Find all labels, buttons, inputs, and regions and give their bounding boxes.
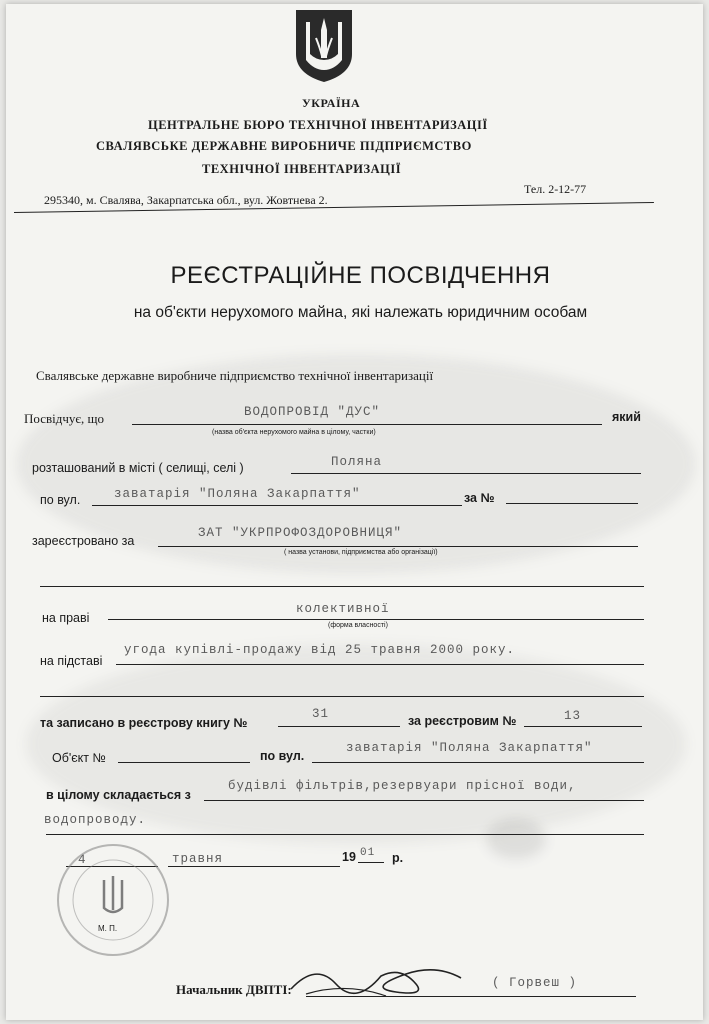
date-day: 4 (78, 853, 87, 867)
book-label: та записано в реєстрову книгу № (40, 716, 248, 730)
header-enterprise-line1: СВАЛЯВСЬКЕ ДЕРЖАВНЕ ВИРОБНИЧЕ ПІДПРИЄМСТВО (96, 139, 472, 153)
street-line (92, 505, 462, 506)
located-value: Поляна (331, 455, 383, 469)
consists-extra-line (46, 834, 644, 835)
right-caption: (форма власності) (328, 622, 388, 629)
stamp-label: М. П. (98, 924, 118, 933)
certifies-label: Посвідчує, що (24, 411, 104, 426)
head-label: Начальник ДВПТІ: (176, 982, 292, 997)
reg-no-value: 13 (564, 709, 582, 723)
number-label: за № (464, 491, 495, 505)
certificate-document (6, 4, 703, 1020)
registered-value: ЗАТ "УКРПРОФОЗДОРОВНИЦЯ" (198, 526, 403, 540)
head-name: ( Горвеш ) (492, 976, 578, 990)
date-suffix: р. (392, 851, 404, 865)
basis-value: угода купівлі-продажу від 25 травня 2000 року. (124, 643, 516, 657)
registered-caption: ( назва установи, підприємства або організації) (284, 549, 438, 556)
header-enterprise-line2: ТЕХНІЧНОЇ ІНВЕНТАРИЗАЦІЇ (202, 162, 402, 176)
date-month-line (168, 866, 340, 867)
issuer-name: Свалявське державне виробниче підприємство технічної інвентаризації (36, 368, 434, 383)
signature-line (306, 996, 636, 997)
header-address: 295340, м. Свалява, Закарпатська обл., вул. Жовтнева 2. (44, 193, 328, 207)
consists-value-2: водопроводу. (44, 813, 147, 827)
basis-label: на підставі (40, 654, 103, 668)
registered-label: зареєстровано за (32, 534, 135, 548)
object-street-value: заватарія "Поляна Закарпаття" (346, 741, 593, 755)
certifies-value: ВОДОПРОВІД "ДУС" (244, 405, 381, 419)
header-phone: Тел. 2-12-77 (524, 182, 587, 196)
basis-line (116, 664, 644, 665)
date-year-prefix: 19 (342, 850, 356, 864)
located-label: розташований в місті ( селищі, селі ) (32, 461, 244, 475)
object-no-line (118, 762, 250, 763)
consists-label: в цілому складається з (46, 788, 191, 802)
street-label: по вул. (40, 493, 81, 507)
date-year-suffix: 01 (360, 847, 376, 859)
right-line (108, 619, 644, 620)
consists-line (204, 800, 644, 801)
which-label: який (612, 410, 641, 424)
street-value: заватарія "Поляна Закарпаття" (114, 487, 361, 501)
document-title: РЕЄСТРАЦІЙНЕ ПОСВІДЧЕННЯ (170, 262, 551, 289)
reg-no-line (524, 726, 642, 727)
basis-extra-line (40, 696, 644, 697)
consists-value-1: будівлі фільтрів,резервуари прісної води, (228, 779, 577, 793)
book-line (278, 726, 400, 727)
located-line (291, 473, 641, 474)
date-year-line (358, 862, 384, 863)
book-value: 31 (312, 707, 330, 721)
official-stamp-icon (48, 840, 178, 960)
object-no-label: Об'єкт № (52, 751, 106, 765)
object-caption: (назва об'єкта нерухомого майна в цілому, частки) (212, 429, 376, 436)
trident-coat-of-arms-icon (292, 8, 356, 84)
right-label: на праві (42, 611, 90, 625)
reg-no-label: за реєстровим № (408, 714, 517, 728)
document-subtitle: на об'єкти нерухомого майна, які належать юридичним особам (133, 304, 588, 321)
registered-extra-line (40, 586, 644, 587)
date-month: травня (172, 852, 224, 866)
object-street-label: по вул. (260, 749, 305, 763)
scan-smudge (486, 819, 546, 859)
certifies-line (132, 424, 602, 425)
number-line (506, 503, 638, 504)
header-bureau: ЦЕНТРАЛЬНЕ БЮРО ТЕХНІЧНОЇ ІНВЕНТАРИЗАЦІЇ (148, 118, 488, 132)
header-country: УКРАЇНА (302, 96, 361, 110)
right-value: колективної (296, 602, 390, 616)
registered-line (158, 546, 638, 547)
object-street-line (312, 762, 644, 763)
